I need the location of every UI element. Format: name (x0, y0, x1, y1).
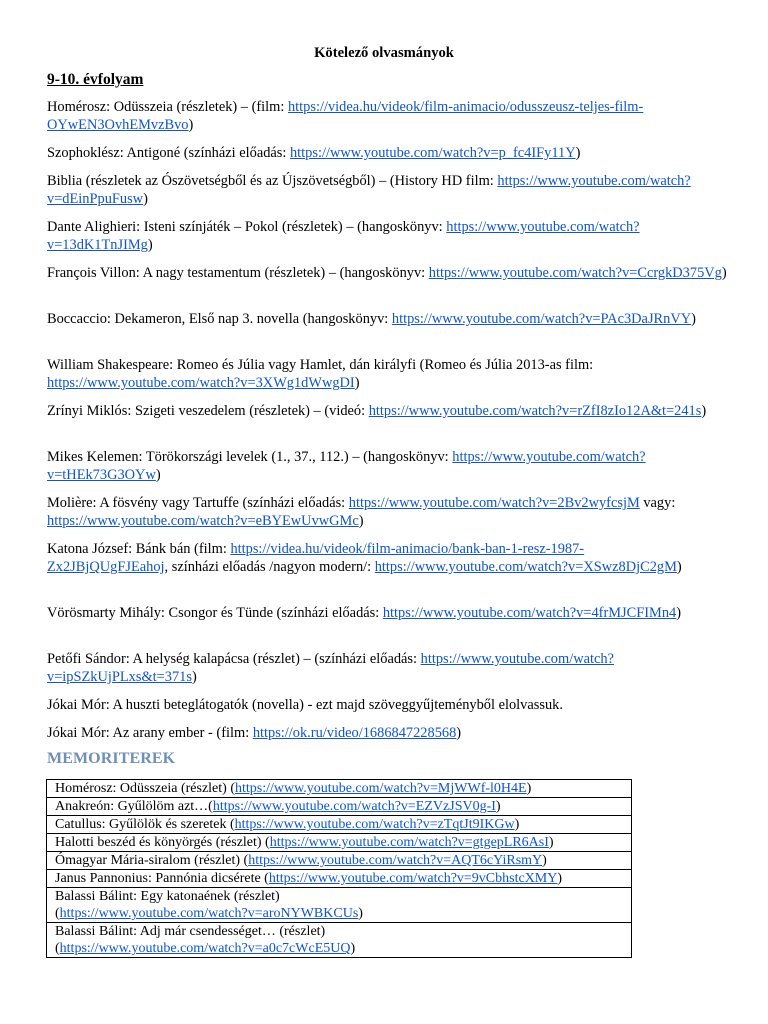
reading-entry (47, 604, 737, 622)
entry-link[interactable]: https://www.youtube.com/watch?v=CcrgkD375Vg (428, 265, 722, 281)
entry-text: Vörösmarty Mihály: Csongor és Tünde (színházi előadás: (47, 605, 383, 621)
entry-link[interactable]: https://www.youtube.com/watch?v=2Bv2wyfcsjM (348, 495, 640, 511)
page-title: Kötelező olvasmányok (314, 45, 454, 61)
entry-text: Biblia (részletek az Ószövetségből és az Újszövetségből) – (History HD film: (47, 173, 498, 189)
entry-link[interactable]: https://www.youtube.com/watch?v=rZfI8zIo12A&t=241s (368, 403, 702, 419)
entry-text-end: ) (575, 145, 581, 161)
memoriter-paren: ( (55, 941, 60, 956)
entry-text-end: ) (147, 237, 153, 253)
memoriter-link[interactable]: https://www.youtube.com/watch?v=9vCbhstcXMY (268, 871, 558, 886)
entry-text-end: ) (191, 669, 197, 685)
entry-text-end: ) (691, 311, 696, 327)
memoriter-title: Ómagyar Mária-siralom (részlet) ( (55, 853, 249, 868)
entry-text: François Villon: A nagy testamentum (részletek) – (hangoskönyv: (47, 265, 429, 281)
memoriter-link[interactable]: https://www.youtube.com/watch?v=EZVzJSV0g-I (212, 799, 496, 814)
entry-text: Molière: A fösvény vagy Tartuffe (színházi előadás: (47, 495, 349, 511)
entry-text: Dante Alighieri: Isteni színjáték – Pokol (részletek) – (hangoskönyv: (47, 219, 447, 235)
memoriter-cell (47, 870, 632, 888)
memoriter-cell (47, 923, 632, 958)
entry-link-continued[interactable]: Zx2JBjQUgFJEahoj (47, 559, 165, 575)
reading-entry (47, 650, 737, 686)
memoriter-title: Homérosz: Odüsszeia (részlet) ( (55, 781, 235, 796)
memoriter-title: Catullus: Gyűlölök és szeretek ( (55, 817, 235, 832)
memoriter-paren-close: ) (350, 941, 356, 956)
memoriter-cell (47, 834, 632, 852)
memoriter-title: Halotti beszéd és könyörgés (részlet) ( (55, 835, 270, 850)
entry-text: Mikes Kelemen: Törökországi levelek (1., 37., 112.) – (hangoskönyv: (47, 449, 453, 465)
entry-text: Petőfi Sándor: A helység kalapácsa (részlet) – (színházi előadás: (47, 651, 421, 667)
memoriter-link[interactable]: https://www.youtube.com/watch?v=aroNYWBKCUs (59, 906, 359, 921)
memoriter-link[interactable]: https://www.youtube.com/watch?v=zTqtJt9IKGw (234, 817, 515, 832)
entry-text: Zrínyi Miklós: Szigeti veszedelem (részletek) – (videó: (47, 403, 369, 419)
entry-text-end: ) (354, 375, 360, 391)
table-row (47, 888, 632, 923)
reading-entry (47, 696, 737, 714)
entry-link[interactable]: https://www.youtube.com/watch?v=PAc3DaJRnVY (391, 311, 692, 327)
entry-text: Boccaccio: Dekameron, Első nap 3. novella (hangoskönyv: (47, 311, 392, 327)
reading-entry (47, 494, 737, 530)
reading-entry (47, 402, 737, 420)
reading-entry (47, 448, 737, 484)
memoriter-link[interactable]: https://www.youtube.com/watch?v=AQT6cYiRsmY (248, 853, 543, 868)
entry-link[interactable]: https://www.youtube.com/watch?v=tHEk73G3OYw (47, 449, 646, 483)
reading-entry (47, 264, 737, 282)
entry-link[interactable]: https://www.youtube.com/watch?v=p_fc4IFy11Y (289, 145, 576, 161)
table-row (47, 798, 632, 816)
table-row (47, 816, 632, 834)
table-row (47, 870, 632, 888)
memoriter-cell (47, 888, 632, 923)
entry-text-end: ) (155, 467, 161, 483)
memoriter-paren-close: ) (557, 871, 563, 886)
memoriter-title: Janus Pannonius: Pannónia dicsérete ( (55, 871, 269, 886)
memoriter-title: Anakreón: Gyűlölöm azt…( (55, 799, 213, 814)
entry-text: Homérosz: Odüsszeia (részletek) – (film: (47, 99, 288, 115)
table-row (47, 834, 632, 852)
memoriter-cell (47, 852, 632, 870)
entry-link[interactable]: https://www.youtube.com/watch?v=13dK1TnJIMg (47, 219, 640, 253)
memoriter-paren-close: ) (548, 835, 554, 850)
memoriter-paren: ( (55, 906, 60, 921)
reading-entry (47, 172, 737, 208)
entry-text-end: ) (456, 725, 462, 741)
memoriter-cell (47, 816, 632, 834)
entry-link[interactable]: https://videa.hu/videok/film-animacio/odusszeusz-teljes-film- (287, 99, 644, 115)
entry-link-alt[interactable]: https://www.youtube.com/watch?v=eBYEwUvwGMc (47, 513, 359, 529)
grade-heading: 9-10. évfolyam (47, 71, 144, 88)
memoriter-link[interactable]: https://www.youtube.com/watch?v=gtgepLR6AsI (269, 835, 549, 850)
entry-link-alt[interactable]: https://www.youtube.com/watch?v=XSwz8DjC2gM (374, 559, 677, 575)
memoriter-paren-close: ) (542, 853, 547, 868)
reading-entry (47, 724, 737, 742)
entry-text: William Shakespeare: Romeo és Júlia vagy Hamlet, dán királyfi (Romeo és Júlia 2013-as film: (47, 357, 594, 373)
entry-text: Katona József: Bánk bán (film: (47, 541, 231, 557)
entry-link[interactable]: https://www.youtube.com/watch?v=dEinPpuFusw (47, 173, 691, 207)
reading-entry (47, 218, 737, 254)
memoriter-paren-close: ) (495, 799, 501, 814)
entry-text: Jókai Mór: Az arany ember - (film: (47, 725, 253, 741)
reading-entry (47, 356, 737, 392)
entry-text-end: ) (721, 265, 727, 281)
entry-link[interactable]: https://www.youtube.com/watch?v=3XWg1dWwgDI (47, 375, 355, 391)
entry-text: Szophoklész: Antigoné (színházi előadás: (47, 145, 290, 161)
entry-link[interactable]: https://www.youtube.com/watch?v=ipSZkUjPLxs&t=371s (47, 651, 614, 685)
memoriter-paren-close: ) (514, 817, 520, 832)
memoriter-paren-close: ) (358, 906, 363, 921)
memoriter-paren-close: ) (526, 781, 532, 796)
memoriter-cell (47, 780, 632, 798)
entry-text-end: ) (143, 191, 148, 207)
entry-link[interactable]: https://ok.ru/video/1686847228568 (252, 725, 457, 741)
entry-text-end: ) (676, 559, 682, 575)
entry-text: Jókai Mór: A huszti beteglátogatók (novella) - ezt majd szöveggyűjteményből elolvassuk. (47, 697, 563, 713)
memoriter-link[interactable]: https://www.youtube.com/watch?v=a0c7cWcE5UQ (59, 941, 351, 956)
reading-entry (47, 98, 737, 134)
entry-link[interactable]: https://videa.hu/videok/film-animacio/bank-ban-1-resz-1987- (230, 541, 585, 557)
table-row (47, 780, 632, 798)
entry-text-end: ) (701, 403, 707, 419)
table-row (47, 852, 632, 870)
entry-link[interactable]: https://www.youtube.com/watch?v=4frMJCFIMn4 (382, 605, 677, 621)
reading-entry (47, 540, 737, 576)
entry-link-continued[interactable]: OYwEN3OvhEMvzBvo (47, 117, 189, 133)
memoriterek-heading: MEMORITEREK (47, 750, 176, 767)
memoriter-link[interactable]: https://www.youtube.com/watch?v=MjWWf-l0H4E (234, 781, 527, 796)
memoriter-title: Balassi Bálint: Adj már csendességet… (részlet) (55, 924, 326, 939)
entry-text-end: ) (188, 117, 194, 133)
entry-text-end: ) (676, 605, 682, 621)
reading-entry (47, 144, 737, 162)
entry-text-middle: , színházi előadás /nagyon modern/: (164, 559, 375, 575)
entry-text-middle: vagy: (639, 495, 676, 511)
memoriterek-table (46, 779, 632, 958)
memoriter-cell (47, 798, 632, 816)
table-row (47, 923, 632, 958)
entry-text-end: ) (358, 513, 364, 529)
memoriter-title: Balassi Bálint: Egy katonaének (részlet) (55, 889, 280, 904)
reading-entry (47, 310, 737, 328)
